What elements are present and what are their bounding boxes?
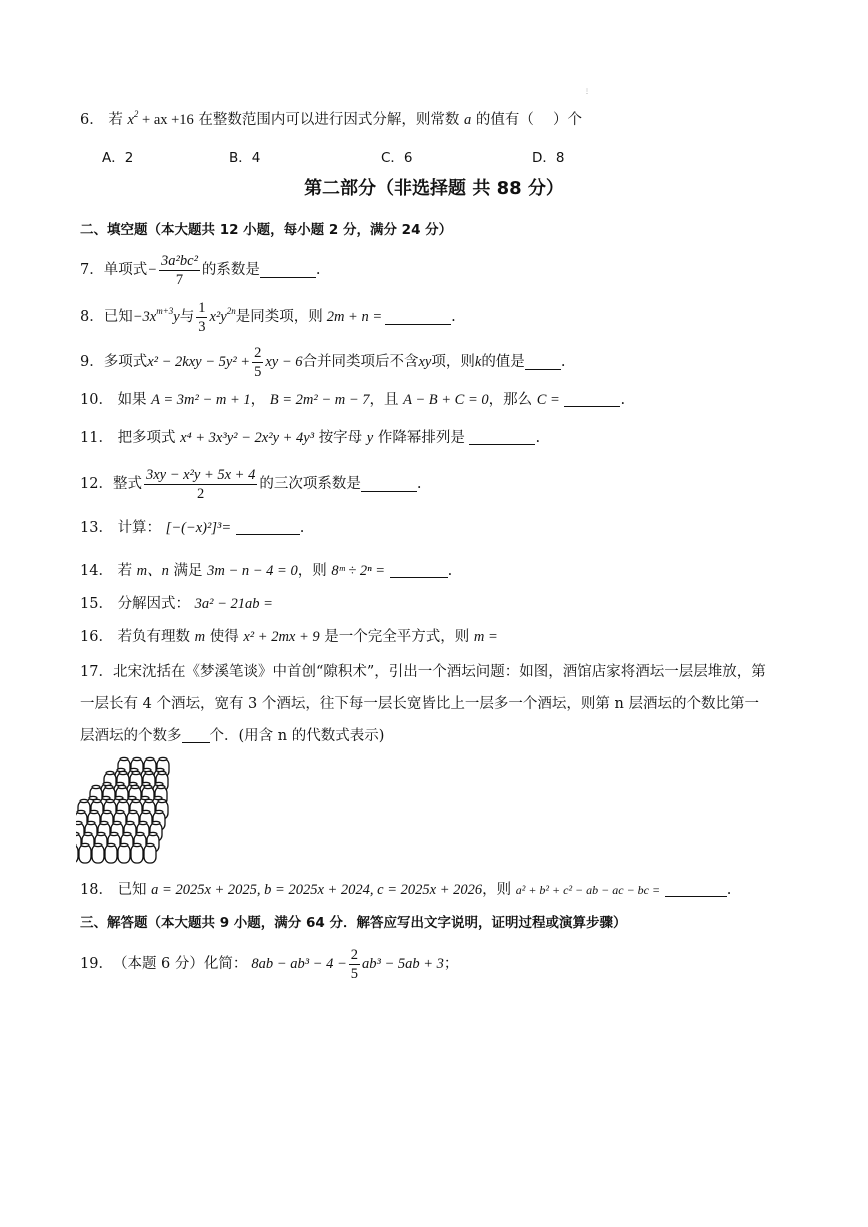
fraction: $\frac{\text{3a²bc²}}{7}$ — [161, 252, 198, 288]
question-10: 10． 如果 A = 3m² − m + 1， B = 2m² − m − 7，且 A − B + C = 0，那么 C = . — [80, 392, 626, 408]
wine-jar — [105, 843, 117, 863]
option-b[interactable]: B．4 — [229, 150, 261, 166]
answer-blank[interactable] — [665, 882, 727, 897]
question-11: 11． 把多项式 x⁴ + 3x³y² − 2x²y + 4y³ 按字母 y 作降幂排列是 . — [80, 430, 541, 446]
question-19: 19． （本题 6 分）化简： 8ab − ab³ − 4 − $\frac{2}{5}$ ab³ − 5ab + 3 ； — [80, 946, 459, 982]
answer-blank[interactable] — [525, 355, 561, 370]
wine-jar — [79, 843, 91, 863]
answer-blank[interactable] — [182, 728, 210, 743]
question-16: 16． 若负有理数 m 使得 x² + 2mx + 9 是一个完全平方式，则 m = — [80, 629, 498, 645]
wine-jar — [118, 843, 130, 863]
option-c[interactable]: C．6 — [381, 150, 413, 166]
question-13: 13． 计算： [−(−x)²]³= . — [80, 520, 305, 536]
answer-blank[interactable] — [260, 263, 316, 278]
wine-jar — [144, 843, 156, 863]
question-15: 15． 分解因式： 3a² − 21ab = — [80, 596, 273, 612]
corner-mark: ⋮ — [584, 88, 590, 95]
question-17: 17．北宋沈括在《梦溪笔谈》中首创“隙积术”，引出一个酒坛问题：如图，酒馆店家将酒坛一层层堆放，第 一层长有 4 个酒坛，宽有 3 个酒坛，往下每一层长宽皆比上一层多一个酒坛，则第 n 层酒坛的个数比第一 层酒坛的个数多 个．(用含 n 的代数式表示) — [80, 664, 766, 744]
question-8: 8． 已知 $-3x^{m+3}y$ 与 $\frac{1}{3}$ $x^2y^{2n}$ 是同类项，则 2m + n = . — [80, 299, 456, 335]
wine-jar — [131, 843, 143, 863]
fraction: $\frac{1}{3}$ — [198, 299, 206, 335]
answer-blank[interactable] — [385, 310, 451, 325]
section-3-heading: 三、解答题（本大题共 9 小题，满分 64 分．解答应写出文字说明，证明过程或演算步骤） — [80, 915, 627, 931]
wine-jar — [92, 843, 104, 863]
part-2-title: 第二部分（非选择题 共 88 分） — [304, 178, 564, 199]
option-d[interactable]: D．8 — [532, 150, 565, 166]
question-12: 12． 整式 $\frac{\text{3xy − x²y + 5x + 4}}{2}$ 的三次项系数是 . — [80, 466, 422, 502]
answer-blank[interactable] — [564, 392, 620, 407]
question-18: 18． 已知 a = 2025x + 2025, b = 2025x + 2024, c = 2025x + 2026，则 a² + b² + c² − ab − ac − bc = . — [80, 882, 732, 898]
question-number: 6． — [80, 112, 104, 128]
question-7: 7． 单项式 − $\frac{\text{3a²bc²}}{7}$ 的系数是 . — [80, 252, 321, 288]
question-14: 14． 若 m、n 满足 3m − n − 4 = 0，则 8ᵐ ÷ 2ⁿ = . — [80, 563, 453, 579]
answer-blank[interactable] — [361, 477, 417, 492]
question-9: 9． 多项式 x² − 2kxy − 5y² + $\frac{2}{5}$ xy − 6 合并同类项后不含 xy 项，则 k 的值是 . — [80, 344, 566, 380]
fraction: $\frac{2}{5}$ — [350, 946, 358, 982]
option-a[interactable]: A．2 — [102, 150, 134, 166]
section-2-heading: 二、填空题（本大题共 12 小题，每小题 2 分，满分 24 分） — [80, 222, 453, 238]
answer-blank[interactable] — [469, 430, 535, 445]
question-6: 6． 若 $x^2$ + ax +16 在整数范围内可以进行因式分解，则常数 a 的值有（ ）个 — [80, 109, 582, 128]
answer-blank[interactable] — [390, 563, 448, 578]
fraction: $\frac{\text{3xy − x²y + 5x + 4}}{2}$ — [145, 466, 256, 502]
answer-blank[interactable] — [236, 520, 300, 535]
fraction: $\frac{2}{5}$ — [254, 344, 262, 380]
wine-jar-stack-figure — [76, 756, 196, 872]
